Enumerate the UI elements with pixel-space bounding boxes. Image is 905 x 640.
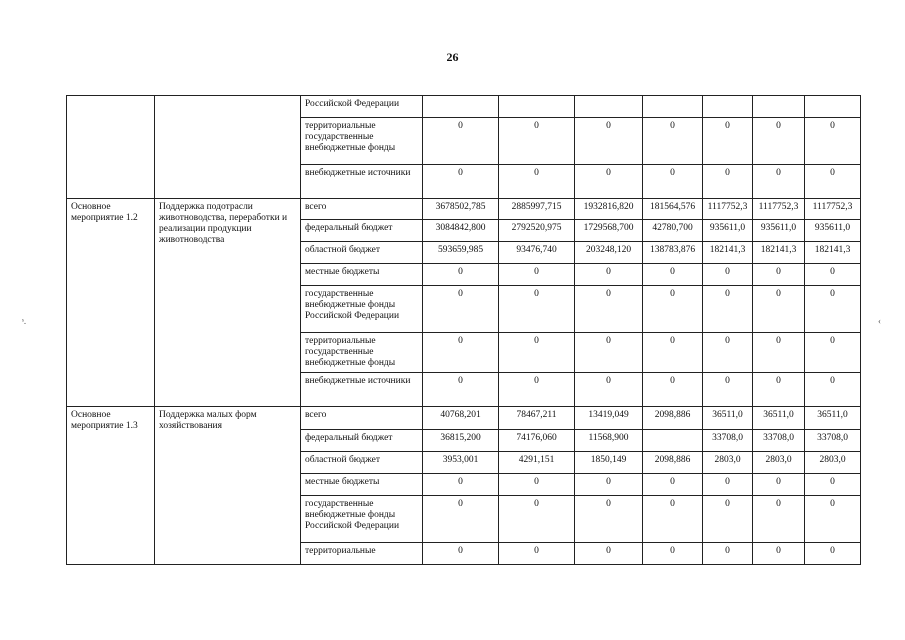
event-title: Поддержка малых форм хозяйствования	[155, 407, 301, 565]
value-cell: 0	[499, 165, 575, 199]
funding-source: Российской Федерации	[301, 96, 423, 118]
value-cell: 0	[499, 333, 575, 373]
value-cell: 0	[643, 118, 703, 165]
value-cell: 1117752,3	[805, 199, 861, 220]
value-cell: 0	[643, 264, 703, 286]
value-cell: 0	[575, 118, 643, 165]
value-cell: 0	[575, 496, 643, 543]
value-cell: 0	[753, 165, 805, 199]
value-cell: 0	[575, 474, 643, 496]
value-cell: 0	[805, 264, 861, 286]
value-cell: 42780,700	[643, 220, 703, 242]
value-cell: 0	[753, 373, 805, 407]
value-cell: 181564,576	[643, 199, 703, 220]
value-cell	[575, 96, 643, 118]
value-cell: 0	[499, 264, 575, 286]
funding-source: территориальные	[301, 543, 423, 565]
value-cell: 33708,0	[753, 430, 805, 452]
event-name: Основное мероприятие 1.2	[67, 199, 155, 407]
value-cell: 0	[499, 543, 575, 565]
value-cell: 3084842,800	[423, 220, 499, 242]
value-cell: 0	[643, 474, 703, 496]
funding-source: местные бюджеты	[301, 264, 423, 286]
value-cell: 0	[753, 496, 805, 543]
value-cell: 40768,201	[423, 407, 499, 430]
funding-source: областной бюджет	[301, 242, 423, 264]
value-cell: 0	[643, 543, 703, 565]
value-cell: 0	[805, 496, 861, 543]
value-cell: 0	[703, 118, 753, 165]
value-cell: 0	[805, 474, 861, 496]
page-number: 26	[446, 50, 459, 64]
value-cell: 0	[753, 118, 805, 165]
value-cell: 0	[499, 286, 575, 333]
value-cell: 3678502,785	[423, 199, 499, 220]
table-row	[67, 199, 861, 220]
value-cell: 203248,120	[575, 242, 643, 264]
value-cell: 2098,886	[643, 452, 703, 474]
value-cell: 0	[423, 264, 499, 286]
value-cell: 3953,001	[423, 452, 499, 474]
funding-source: территориальные государственные внебюджетные фонды	[301, 118, 423, 165]
value-cell: 138783,876	[643, 242, 703, 264]
value-cell: 0	[703, 474, 753, 496]
value-cell: 0	[703, 373, 753, 407]
value-cell: 0	[423, 165, 499, 199]
value-cell	[643, 96, 703, 118]
value-cell: 593659,985	[423, 242, 499, 264]
value-cell: 4291,151	[499, 452, 575, 474]
value-cell: 0	[753, 333, 805, 373]
value-cell: 0	[753, 474, 805, 496]
value-cell: 1850,149	[575, 452, 643, 474]
value-cell: 0	[753, 543, 805, 565]
value-cell: 0	[703, 165, 753, 199]
value-cell: 0	[643, 286, 703, 333]
value-cell	[499, 96, 575, 118]
value-cell: 0	[423, 286, 499, 333]
value-cell: 182141,3	[805, 242, 861, 264]
value-cell: 1117752,3	[753, 199, 805, 220]
value-cell: 2098,886	[643, 407, 703, 430]
value-cell: 0	[805, 286, 861, 333]
value-cell: 0	[703, 333, 753, 373]
funding-source: местные бюджеты	[301, 474, 423, 496]
funding-source: внебюджетные источники	[301, 373, 423, 407]
scan-artifact: ˢ.	[22, 316, 27, 326]
table-row	[67, 407, 861, 430]
value-cell: 11568,900	[575, 430, 643, 452]
value-cell: 0	[575, 333, 643, 373]
value-cell: 935611,0	[703, 220, 753, 242]
funding-source: всего	[301, 199, 423, 220]
value-cell: 182141,3	[753, 242, 805, 264]
value-cell: 0	[805, 373, 861, 407]
value-cell: 0	[805, 543, 861, 565]
funding-source: территориальные государственные внебюджетные фонды	[301, 333, 423, 373]
value-cell: 36815,200	[423, 430, 499, 452]
funding-source: федеральный бюджет	[301, 430, 423, 452]
value-cell: 36511,0	[753, 407, 805, 430]
value-cell: 0	[575, 373, 643, 407]
value-cell: 0	[753, 264, 805, 286]
funding-source: внебюджетные источники	[301, 165, 423, 199]
funding-source: федеральный бюджет	[301, 220, 423, 242]
value-cell: 0	[643, 496, 703, 543]
title-cell-empty	[155, 96, 301, 199]
value-cell: 0	[423, 373, 499, 407]
event-title: Поддержка подотрасли животноводства, переработки и реализации продукции животноводства	[155, 199, 301, 407]
value-cell: 0	[805, 333, 861, 373]
value-cell: 2803,0	[805, 452, 861, 474]
event-cell-empty	[67, 96, 155, 199]
value-cell: 2803,0	[703, 452, 753, 474]
value-cell: 2803,0	[753, 452, 805, 474]
value-cell: 2792520,975	[499, 220, 575, 242]
value-cell: 2885997,715	[499, 199, 575, 220]
value-cell: 0	[805, 118, 861, 165]
value-cell: 13419,049	[575, 407, 643, 430]
value-cell: 0	[423, 118, 499, 165]
funding-source: областной бюджет	[301, 452, 423, 474]
value-cell: 74176,060	[499, 430, 575, 452]
value-cell: 0	[423, 543, 499, 565]
value-cell: 1729568,700	[575, 220, 643, 242]
value-cell: 0	[499, 118, 575, 165]
value-cell: 0	[643, 373, 703, 407]
value-cell	[805, 96, 861, 118]
table-body	[67, 96, 861, 565]
value-cell: 78467,211	[499, 407, 575, 430]
value-cell: 0	[703, 543, 753, 565]
value-cell: 0	[423, 474, 499, 496]
value-cell: 36511,0	[703, 407, 753, 430]
value-cell: 0	[499, 373, 575, 407]
value-cell: 0	[423, 333, 499, 373]
scan-artifact: ‹	[878, 316, 881, 326]
value-cell: 33708,0	[805, 430, 861, 452]
funding-source: всего	[301, 407, 423, 430]
value-cell: 935611,0	[805, 220, 861, 242]
value-cell: 0	[499, 496, 575, 543]
value-cell: 0	[575, 264, 643, 286]
funding-source: государственные внебюджетные фонды Российской Федерации	[301, 496, 423, 543]
value-cell: 0	[753, 286, 805, 333]
value-cell: 1932816,820	[575, 199, 643, 220]
value-cell: 0	[575, 543, 643, 565]
value-cell	[643, 430, 703, 452]
value-cell: 0	[423, 496, 499, 543]
value-cell: 0	[703, 264, 753, 286]
value-cell: 935611,0	[753, 220, 805, 242]
value-cell: 0	[703, 496, 753, 543]
value-cell	[423, 96, 499, 118]
value-cell: 0	[499, 474, 575, 496]
value-cell	[753, 96, 805, 118]
value-cell: 0	[643, 333, 703, 373]
value-cell: 0	[575, 286, 643, 333]
value-cell: 0	[575, 165, 643, 199]
table-row	[67, 96, 861, 118]
value-cell: 0	[805, 165, 861, 199]
funding-source: государственные внебюджетные фонды Российской Федерации	[301, 286, 423, 333]
value-cell: 33708,0	[703, 430, 753, 452]
value-cell: 1117752,3	[703, 199, 753, 220]
value-cell: 0	[643, 165, 703, 199]
value-cell	[703, 96, 753, 118]
event-name: Основное мероприятие 1.3	[67, 407, 155, 565]
value-cell: 36511,0	[805, 407, 861, 430]
value-cell: 93476,740	[499, 242, 575, 264]
budget-table	[66, 95, 861, 565]
value-cell: 182141,3	[703, 242, 753, 264]
value-cell: 0	[703, 286, 753, 333]
